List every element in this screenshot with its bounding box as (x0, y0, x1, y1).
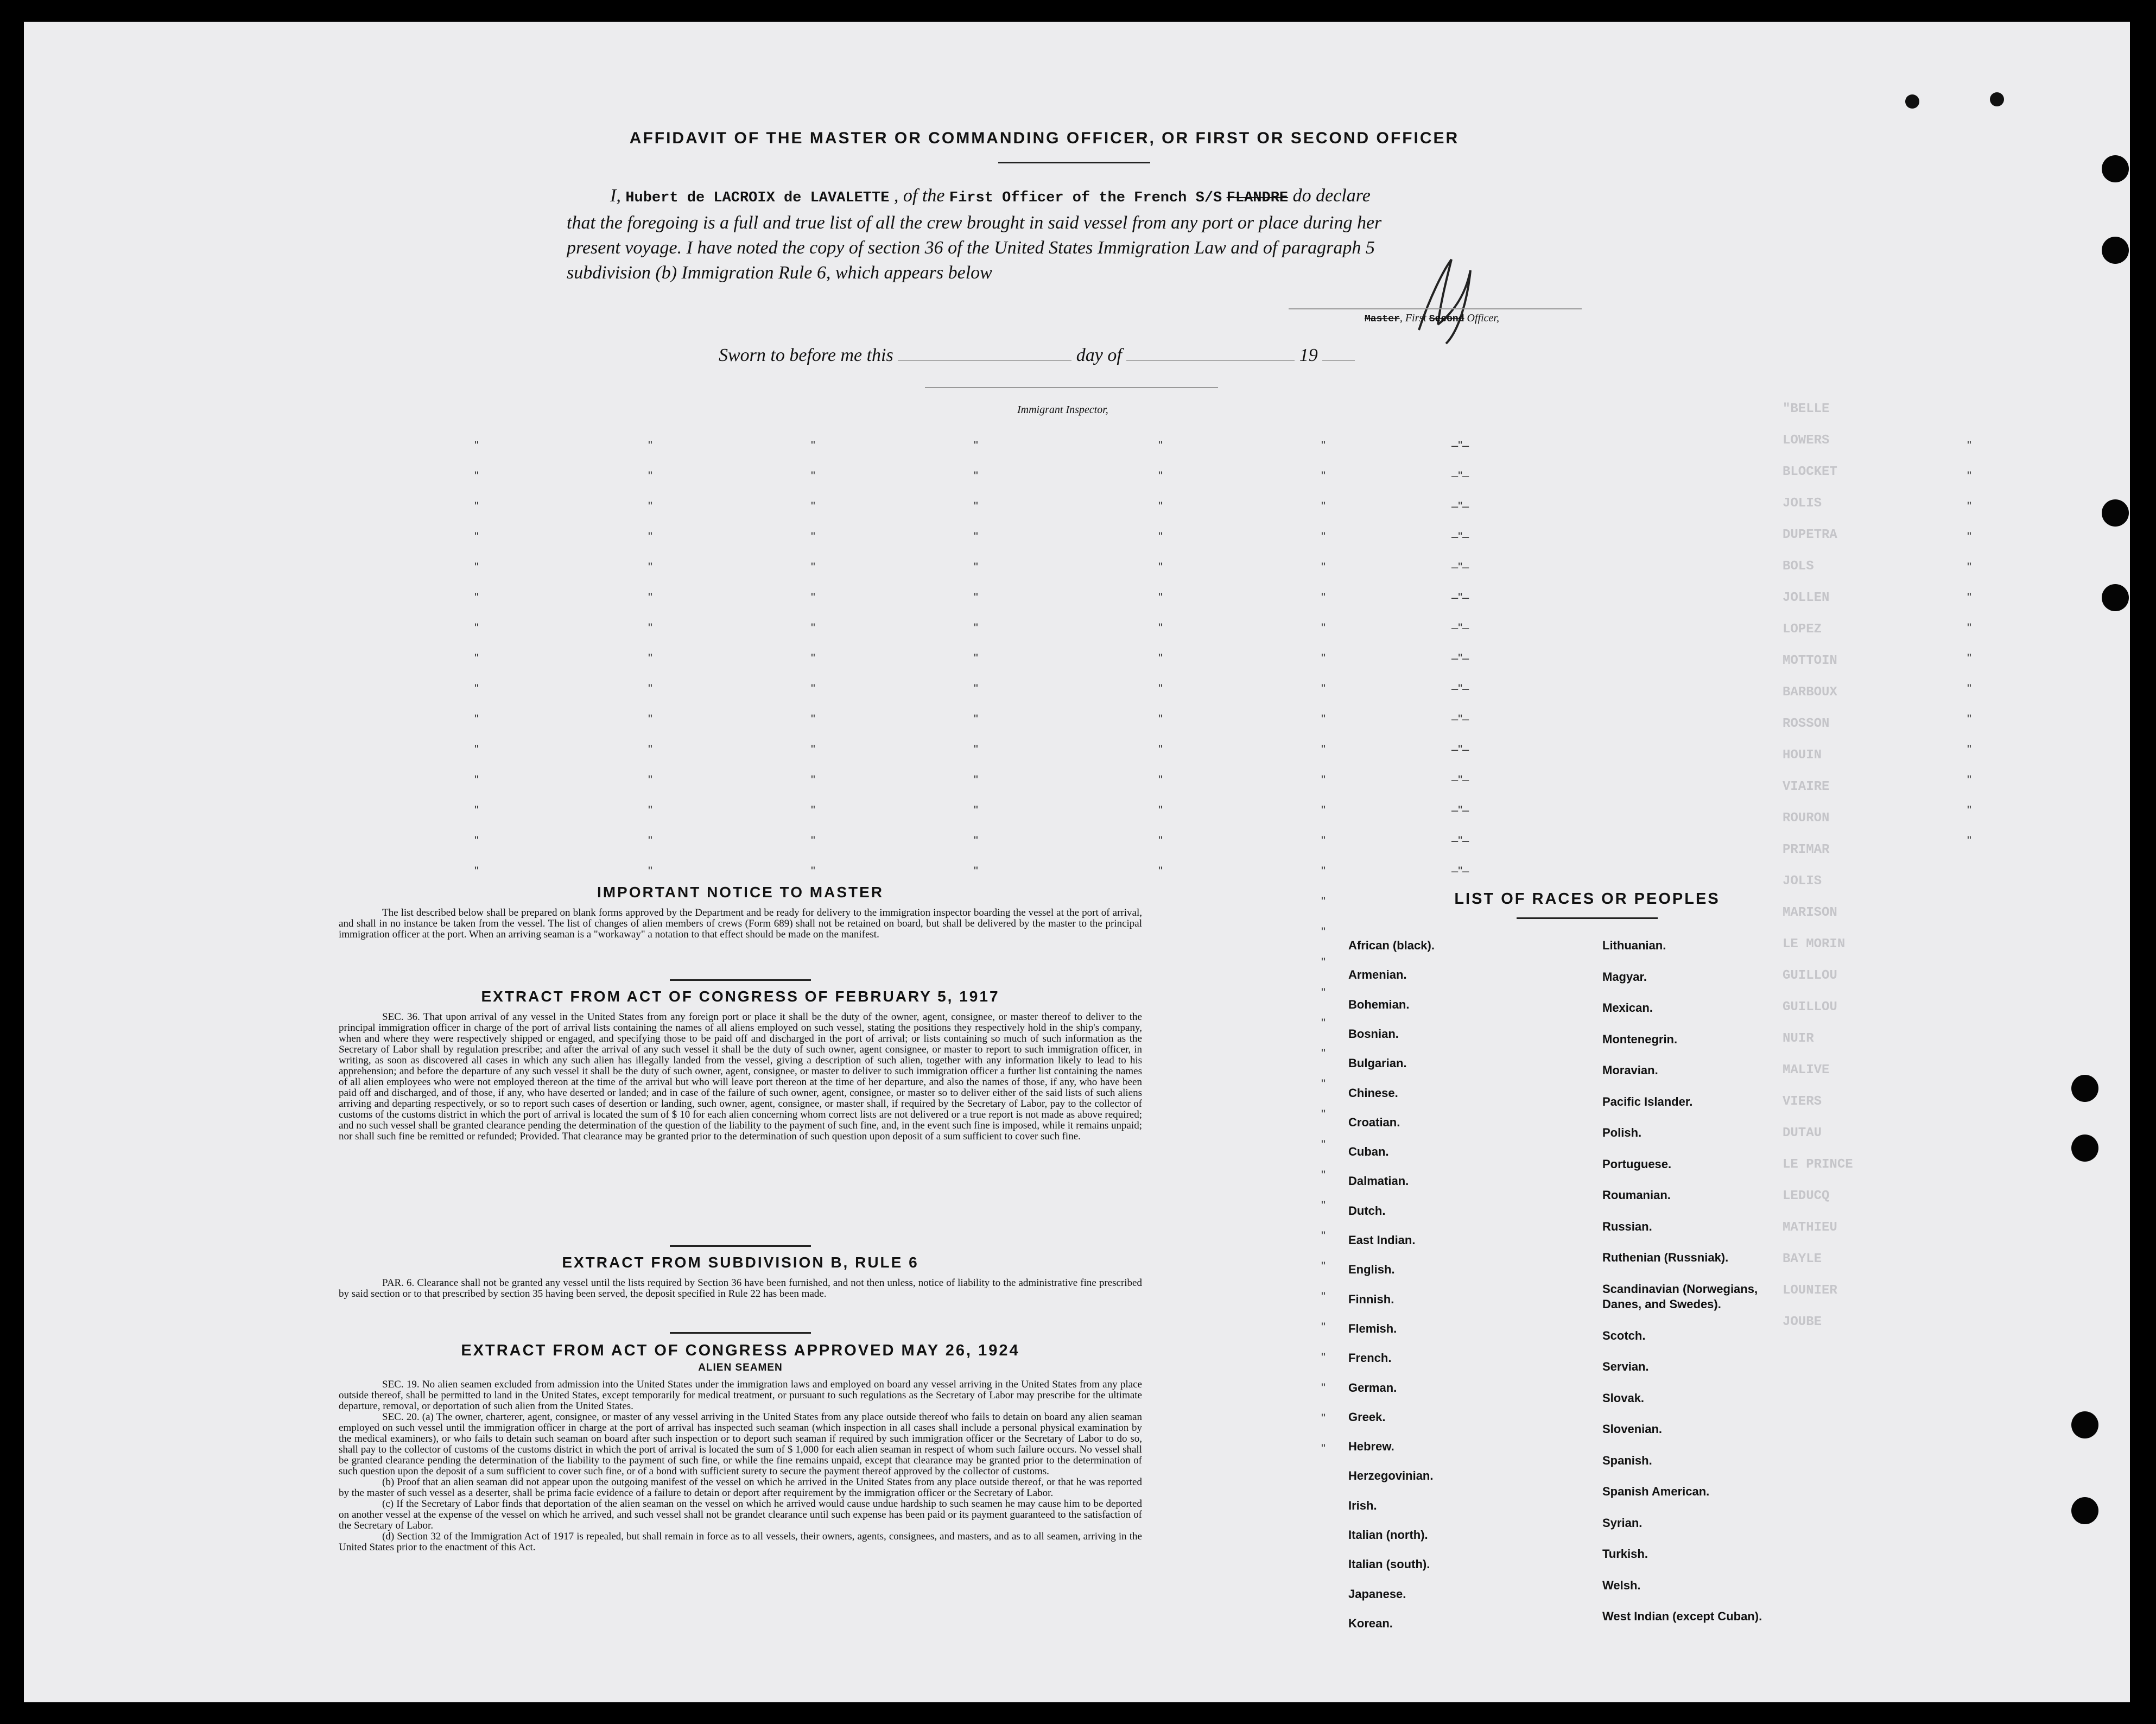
ditto-mark: " (648, 651, 652, 665)
ditto-mark: " (648, 469, 652, 483)
ditto-mark: " (974, 591, 978, 604)
race-item: Croatian. (1348, 1115, 1400, 1129)
ditto-mark: " (1967, 439, 1971, 452)
ditto-mark: " (1321, 864, 1326, 878)
ditto-mark: " (811, 621, 815, 635)
bleed-through-name: BOLS (1783, 559, 1814, 574)
ditto-mark: " (648, 499, 652, 513)
ditto-mark: " (648, 591, 652, 604)
handwritten-signature (1413, 249, 1479, 346)
race-item: Portuguese. (1602, 1157, 1672, 1171)
ditto-mark: " (1321, 895, 1326, 908)
ditto-mark: " (474, 651, 479, 665)
bleed-through-name: NUIR (1783, 1031, 1814, 1046)
ditto-mark: " (811, 530, 815, 543)
ditto-mark: " (974, 499, 978, 513)
ditto-mark: " (811, 591, 815, 604)
ditto-mark: " (1158, 712, 1163, 726)
signature-first: , First (1399, 312, 1426, 324)
ditto-mark: " (974, 469, 978, 483)
ditto-mark: " (1321, 1411, 1326, 1425)
struck-second: Second (1429, 314, 1464, 325)
signature-title (1365, 312, 1499, 325)
ditto-mark: " (474, 530, 479, 543)
ditto-mark: " (1321, 1290, 1326, 1303)
notice-body (339, 908, 1142, 940)
sec-20b-paragraph: (b) Proof that an alien seaman did not appear upon the outgoing manifest of the vessel on which he arrived in the United States from any place outside thereof, or that he was reported by the master of such vessel as a deserter, shall be prima facie evidence of a failure to detain or deport after requirement by the immigration officer or the Secretary of Labor. (339, 1476, 1142, 1499)
race-item: Welsh. (1602, 1578, 1641, 1592)
ditto-mark: –"– (1451, 499, 1469, 513)
extract-1917-body (339, 1012, 1142, 1142)
ditto-mark: " (811, 712, 815, 726)
ditto-mark: " (1321, 773, 1326, 787)
ditto-mark: " (1967, 530, 1971, 543)
race-item: Servian. (1602, 1360, 1649, 1373)
bleed-through-name: DUPETRA (1783, 528, 1837, 542)
race-item: Magyar. (1602, 969, 1647, 984)
ditto-mark: " (1321, 925, 1326, 939)
ditto-mark: –"– (1451, 712, 1469, 726)
ditto-mark: " (648, 834, 652, 847)
notice-heading: IMPORTANT NOTICE TO MASTER (597, 884, 884, 901)
ditto-mark: –"– (1451, 864, 1469, 878)
extract-1924 (339, 1342, 1142, 1553)
bleed-through-name: MARISON (1783, 905, 1837, 920)
bleed-through-name: JOLIS (1783, 496, 1822, 511)
bleed-through-name: GUILLOU (1783, 1000, 1837, 1015)
ditto-mark: " (474, 469, 479, 483)
extract-rule-6 (339, 1254, 1142, 1300)
race-item: Slovenian. (1602, 1422, 1663, 1436)
ditto-mark: " (974, 682, 978, 695)
ditto-mark: " (474, 499, 479, 513)
punch-hole (2102, 155, 2129, 182)
rule-6-heading: EXTRACT FROM SUBDIVISION B, RULE 6 (562, 1254, 919, 1271)
sworn-year: 19 (1299, 345, 1318, 365)
ditto-mark: " (811, 469, 815, 483)
ditto-mark: " (1321, 499, 1326, 513)
ditto-mark: –"– (1451, 530, 1469, 543)
signature-officer: Officer, (1467, 312, 1499, 324)
ditto-mark: " (811, 743, 815, 756)
extract-1917-heading: EXTRACT FROM ACT OF CONGRESS OF FEBRUARY 5, 1917 (481, 988, 1000, 1005)
ditto-mark: " (1321, 621, 1326, 635)
alien-seamen-subheading: ALIEN SEAMEN (698, 1362, 783, 1373)
ditto-mark: " (1321, 439, 1326, 452)
ditto-mark: " (1967, 499, 1971, 513)
officer-name: Hubert de LACROIX de LAVALETTE (625, 190, 890, 206)
race-item: Cuban. (1348, 1145, 1389, 1159)
ditto-mark: " (1158, 803, 1163, 817)
race-item: Montenegrin. (1602, 1032, 1678, 1046)
races-rule (1517, 917, 1658, 919)
race-item: German. (1348, 1380, 1397, 1395)
notice-paragraph: The list described below shall be prepared on blank forms approved by the Department and be ready for delivery to the immigration inspector boarding the vessel at the port of arrival, and shall in no instance be taken from the vessel. The list of changes of alien members of crews (Form 689) shall not be retained on board, but shall be delivered by the master to the principal immigration officer at the port. When an arriving seaman is a "workaway" a notation to that effect should be made on the manifest. (339, 907, 1142, 940)
ditto-mark: " (811, 651, 815, 665)
ditto-mark: " (1158, 621, 1163, 635)
ditto-mark: " (1321, 1047, 1326, 1060)
ditto-mark: " (1321, 1199, 1326, 1212)
ditto-mark: " (811, 682, 815, 695)
ditto-mark: " (1321, 1320, 1326, 1334)
bleed-through-name: JOUBE (1783, 1315, 1822, 1329)
ditto-mark: " (811, 773, 815, 787)
rule-6-body (339, 1278, 1142, 1300)
punch-hole (2102, 584, 2129, 611)
ditto-mark: " (1967, 682, 1971, 695)
ditto-mark: " (474, 773, 479, 787)
ditto-mark: " (474, 439, 479, 452)
race-item: Lithuanian. (1602, 939, 1666, 952)
declaration-pronoun: I, (610, 186, 621, 206)
bleed-through-name: LE PRINCE (1783, 1157, 1853, 1172)
ditto-mark: " (648, 621, 652, 635)
race-item: Finnish. (1348, 1292, 1394, 1306)
ditto-mark: " (1321, 743, 1326, 756)
extract-1924-heading: EXTRACT FROM ACT OF CONGRESS APPROVED MAY 26, 1924 (461, 1342, 1020, 1359)
ditto-mark: " (811, 834, 815, 847)
ditto-mark: " (1967, 803, 1971, 817)
race-item: Slovak. (1602, 1391, 1645, 1405)
ditto-mark: " (648, 439, 652, 452)
bleed-through-name: "BELLE (1783, 402, 1830, 416)
bleed-through-name: VIERS (1783, 1094, 1822, 1109)
ditto-mark: " (1321, 1229, 1326, 1243)
ditto-mark: " (1158, 530, 1163, 543)
ditto-mark: " (974, 621, 978, 635)
ditto-mark: " (474, 803, 479, 817)
ditto-mark: " (811, 803, 815, 817)
race-item: Italian (north). (1348, 1528, 1428, 1542)
declaration-line-3: present voyage. I have noted the copy of section 36 of the United States Immigration Law and of paragraph 5 (567, 238, 1375, 258)
race-item: Pacific Islander. (1602, 1094, 1693, 1108)
ditto-mark: " (1321, 834, 1326, 847)
bleed-through-name: VIAIRE (1783, 779, 1830, 794)
ditto-mark: " (1158, 439, 1163, 452)
race-item: Hebrew. (1348, 1440, 1394, 1454)
race-item: Chinese. (1348, 1086, 1398, 1100)
ditto-mark: –"– (1451, 469, 1469, 483)
extract-1924-body (339, 1379, 1142, 1553)
ditto-mark: " (1967, 591, 1971, 604)
ditto-mark: " (1321, 682, 1326, 695)
ditto-mark: " (648, 743, 652, 756)
race-item: Spanish. (1602, 1453, 1652, 1467)
ditto-mark: –"– (1451, 682, 1469, 695)
ditto-mark: –"– (1451, 803, 1469, 817)
punch-hole (2071, 1075, 2098, 1102)
ditto-mark: " (1321, 1138, 1326, 1151)
race-item: Scotch. (1602, 1328, 1646, 1342)
ditto-mark: " (648, 712, 652, 726)
ditto-mark: " (1321, 803, 1326, 817)
ditto-mark: " (1967, 773, 1971, 787)
ditto-mark: " (974, 743, 978, 756)
bleed-through-name: GUILLOU (1783, 968, 1837, 983)
ditto-mark: " (474, 864, 479, 878)
ditto-mark: " (1321, 1077, 1326, 1091)
ditto-mark: " (1321, 1107, 1326, 1121)
punch-hole (2071, 1497, 2098, 1524)
ditto-mark: " (974, 803, 978, 817)
extract-1917-paragraph: SEC. 36. That upon arrival of any vessel in the United States from any foreign port or place it shall be the duty of the owner, agent, consignee, or master thereof to deliver to the principal immigration officer in charge of the port of arrival lists containing the names of all aliens employed on such vessel, stating the positions they respectively hold in the ship's company, when and where they were respectively shipped or engaged, and specifying those to be paid off and discharged in the port of arrival; or lists containing so much of such information as the Secretary of Labor shall by regulation prescribe; and after the arrival of any such vessel it shall be the duty of such owner, agent consignee, or master to report to such immigration officer, in writing, as soon as discovered all cases in which any such alien has illegally landed from the vessel, giving a description of such alien, together with any information likely to lead to his apprehension; and before the departure of any such vessel it shall be the duty of such owner, agent, consignee, or master to deliver to such immigration officer a further list containing the names of all alien employees who were not employed thereon at the time of the arrival but who will leave port thereon at the time of her departure, and also the names of those, if any, who have been paid off and discharged, and of those, if any, who have deserted or landed; and in case of the failure of such owner, agent, consignee, or master so to deliver either of the said lists of such aliens arriving and departing respectively, or so to report such cases of desertion or landing, such owner, agent, consignee, or master shall, if required by the Secretary of Labor, pay to the collector of customs of the customs district in which the port of arrival is located the sum of $ 10 for each alien concerning whom correct lists are not delivered or a true report is not made as above required; and no such vessel shall be granted clearance pending the determination of the question of the liability to the payment of such fine, and, in the event such fine is imposed, while it remains unpaid; nor shall such fine be remitted or refunded; Provided. That clearance may be granted prior to the determination of such question upon deposit of a sum sufficient to cover such fine. (339, 1011, 1142, 1142)
ditto-mark: " (1321, 1168, 1326, 1182)
race-item: Greek. (1348, 1410, 1386, 1424)
inspector-label: Immigrant Inspector, (1017, 404, 1108, 416)
bleed-through-name: BAYLE (1783, 1252, 1822, 1266)
ditto-mark: " (1158, 591, 1163, 604)
race-item: Polish. (1602, 1126, 1642, 1139)
ditto-mark: " (474, 712, 479, 726)
bleed-through-name: MALIVE (1783, 1063, 1830, 1078)
bleed-through-name: HOUIN (1783, 748, 1822, 763)
ditto-mark: " (1158, 773, 1163, 787)
ditto-mark: " (648, 773, 652, 787)
ditto-mark: " (1321, 1381, 1326, 1395)
ditto-mark: " (474, 682, 479, 695)
race-item: Armenian. (1348, 968, 1407, 982)
sec-20a-paragraph: SEC. 20. (a) The owner, charterer, agent, consignee, or master of any vessel arriving in the United States from any place outside thereof who fails to detain on board any alien seaman employed on such vessel until the immigration officer in charge at the port of arrival has inspected such seaman (which inspection in all cases shall include a personal physical examination by the medical examiners), or who fails to detain such seaman on board after such inspection or to deport such seaman if required by such immigration officer or the Secretary of Labor to do so, shall pay to the collector of customs of the customs district in which the port of arrival is located the sum of $ 1,000 for each alien seaman in respect of whom such failure occurs. No vessel shall be granted clearance pending the determination of the liability to the payment of such fine, or while the fine remains unpaid, except that clearance may be granted prior to the determination of such question upon the deposit of a sum sufficient to cover such fine, or of a bond with sufficient surety to secure the payment thereof approved by the collector of customs. (339, 1411, 1142, 1477)
ditto-mark: –"– (1451, 591, 1469, 604)
ditto-mark: –"– (1451, 773, 1469, 787)
declaration-of: , of the (893, 186, 945, 206)
sec-20c-paragraph: (c) If the Secretary of Labor finds that deportation of the alien seaman on the vessel on which he arrived would cause undue hardship to such seamen he may cause him to be deported on another vessel at the expense of the vessel on which he arrived, and such vessel shall not be grandet clearance until such expense has been paid or its payment guaranteed to the satisfaction of the Secretary of Labor. (339, 1498, 1142, 1531)
ditto-mark: " (474, 560, 479, 574)
ditto-mark: " (811, 864, 815, 878)
ditto-mark: " (1321, 1351, 1326, 1364)
race-item: Flemish. (1348, 1321, 1397, 1335)
ditto-mark: " (1158, 560, 1163, 574)
ditto-mark: –"– (1451, 439, 1469, 452)
race-item: Italian (south). (1348, 1557, 1430, 1571)
rule-6-paragraph: PAR. 6. Clearance shall not be granted any vessel until the lists required by Section 36 have been furnished, and not then unless, notice of liability to the administrative fine prescribed by said section or to that prescribed by section 35 having been served, the deposit specified in Rule 22 has been made. (339, 1277, 1142, 1300)
ditto-mark: " (974, 864, 978, 878)
inspector-line (925, 387, 1218, 388)
sworn-prefix: Sworn to before me this (719, 345, 893, 365)
ditto-mark: " (974, 530, 978, 543)
section-rule (670, 979, 811, 981)
sworn-line (719, 345, 1355, 366)
vessel-name: FLANDRE (1226, 190, 1289, 206)
race-item: African (black). (1348, 939, 1435, 952)
declaration-line-4: subdivision (b) Immigration Rule 6, which appears below (567, 263, 992, 283)
ditto-mark: " (1158, 499, 1163, 513)
bleed-through-name: ROSSON (1783, 717, 1830, 731)
race-item: Herzegovinian. (1348, 1469, 1434, 1483)
extract-1917 (339, 988, 1142, 1142)
bleed-through-name: MATHIEU (1783, 1220, 1837, 1235)
ditto-mark: –"– (1451, 651, 1469, 665)
ditto-mark: " (1967, 743, 1971, 756)
ditto-mark: " (648, 560, 652, 574)
ditto-mark: " (1967, 651, 1971, 665)
ditto-mark: " (974, 560, 978, 574)
title-rule (998, 162, 1150, 163)
ditto-mark: " (1967, 560, 1971, 574)
race-item: Mexican. (1602, 1001, 1653, 1015)
race-item: Korean. (1348, 1616, 1393, 1630)
ditto-mark: " (474, 834, 479, 847)
ditto-mark: " (811, 499, 815, 513)
ditto-mark: " (1321, 651, 1326, 665)
ditto-mark: " (648, 803, 652, 817)
race-item: Dutch. (1348, 1203, 1386, 1218)
ink-dot (1990, 92, 2004, 106)
ditto-mark: " (474, 591, 479, 604)
ditto-mark: " (1967, 469, 1971, 483)
ditto-mark: " (1158, 743, 1163, 756)
bleed-through-name: BARBOUX (1783, 685, 1837, 700)
race-item: Bohemian. (1348, 997, 1410, 1011)
ditto-mark: " (974, 773, 978, 787)
signature-line (1289, 308, 1582, 309)
ink-dot (1905, 94, 1919, 109)
race-item: Moravian. (1602, 1063, 1658, 1077)
ditto-mark: " (1321, 1442, 1326, 1455)
punch-hole (2102, 237, 2129, 264)
bleed-through-name: LOWERS (1783, 433, 1830, 448)
ditto-mark: –"– (1451, 621, 1469, 635)
declaration-line-2: that the foregoing is a full and true list of all the crew brought in said vessel from any port or place during her (567, 213, 1382, 233)
race-item: Dalmatian. (1348, 1174, 1409, 1188)
sworn-day-of: day of (1076, 345, 1122, 365)
ditto-mark: " (1321, 469, 1326, 483)
ditto-mark: " (474, 621, 479, 635)
ditto-mark: " (1967, 712, 1971, 726)
ditto-mark: " (1321, 591, 1326, 604)
bleed-through-name: PRIMAR (1783, 842, 1830, 857)
declaration-do-declare: do declare (1292, 186, 1371, 206)
race-item: Irish. (1348, 1498, 1377, 1512)
bleed-through-name: LEDUCQ (1783, 1189, 1830, 1203)
ditto-mark: " (811, 560, 815, 574)
bleed-through-name: BLOCKET (1783, 465, 1837, 479)
sworn-year-blank (1322, 360, 1355, 361)
ditto-mark: " (1967, 621, 1971, 635)
race-item: Scandinavian (Norwegians, Danes, and Swedes). (1602, 1282, 1758, 1311)
ditto-mark: " (1158, 682, 1163, 695)
race-item: Japanese. (1348, 1587, 1406, 1601)
ditto-mark: " (1158, 834, 1163, 847)
race-item: French. (1348, 1351, 1392, 1365)
ditto-mark: " (648, 682, 652, 695)
race-item: Ruthenian (Russniak). (1602, 1251, 1729, 1264)
bleed-through-name: LE MORIN (1783, 937, 1846, 952)
ditto-mark: " (974, 834, 978, 847)
struck-master: Master (1365, 314, 1400, 325)
bleed-through-name: JOLIS (1783, 874, 1822, 889)
race-item: Roumanian. (1602, 1188, 1671, 1202)
ditto-mark: " (474, 743, 479, 756)
ditto-mark: " (974, 439, 978, 452)
ditto-mark: " (1321, 1016, 1326, 1030)
race-item: English. (1348, 1263, 1395, 1277)
ditto-mark: " (811, 439, 815, 452)
ditto-mark: " (1321, 986, 1326, 999)
ditto-mark: " (1321, 530, 1326, 543)
race-item: West Indian (except Cuban). (1602, 1609, 1762, 1623)
bleed-through-name: LOPEZ (1783, 622, 1822, 637)
bleed-through-name: ROURON (1783, 811, 1830, 826)
ditto-mark: " (648, 864, 652, 878)
document-page (24, 22, 2130, 1702)
bleed-through-name: JOLLEN (1783, 591, 1830, 605)
ditto-mark: " (1321, 712, 1326, 726)
sworn-month-blank (1126, 360, 1295, 361)
punch-hole (2071, 1134, 2098, 1162)
ditto-mark: " (1321, 955, 1326, 969)
officer-position: First Officer of the French S/S (949, 190, 1222, 206)
ditto-mark: " (1321, 1259, 1326, 1273)
punch-hole (2071, 1411, 2098, 1438)
ditto-mark: " (974, 651, 978, 665)
race-item: Syrian. (1602, 1516, 1643, 1530)
race-item: Russian. (1602, 1219, 1652, 1233)
races-heading: LIST OF RACES OR PEOPLES (1454, 890, 1720, 908)
ditto-mark: " (1158, 864, 1163, 878)
ditto-mark: " (1321, 560, 1326, 574)
race-item: Bulgarian. (1348, 1056, 1407, 1070)
ditto-mark: " (1158, 651, 1163, 665)
bleed-through-name: MOTTOIN (1783, 654, 1837, 668)
sworn-day-blank (898, 360, 1071, 361)
ditto-mark: –"– (1451, 560, 1469, 574)
ditto-mark: " (974, 712, 978, 726)
ditto-mark: " (1158, 469, 1163, 483)
ditto-mark: " (648, 530, 652, 543)
section-rule (670, 1332, 811, 1334)
ditto-mark: –"– (1451, 834, 1469, 847)
bleed-through-name: DUTAU (1783, 1126, 1822, 1140)
punch-hole (2102, 499, 2129, 527)
affidavit-title: AFFIDAVIT OF THE MASTER OR COMMANDING OFFICER, OR FIRST OR SECOND OFFICER (629, 129, 1460, 147)
ditto-mark: –"– (1451, 743, 1469, 756)
bleed-through-name: LOUNIER (1783, 1283, 1837, 1298)
section-rule (670, 1245, 811, 1247)
important-notice (339, 884, 1142, 940)
race-item: East Indian. (1348, 1233, 1416, 1247)
sec-20d-paragraph: (d) Section 32 of the Immigration Act of 1917 is repealed, but shall remain in force as to all vessels, their owners, agents, consignees, and masters, and as to all seamen, arriving in the United States prior to the enactment of this Act. (339, 1531, 1142, 1553)
ditto-mark: " (1967, 834, 1971, 847)
race-item: Bosnian. (1348, 1026, 1399, 1041)
sec-19-paragraph: SEC. 19. No alien seamen excluded from admission into the United States under the immigration laws and employed on board any vessel arriving in the United States from any place outside thereof, shall be permitted to land in the United States, except temporarily for medical treatment, or pursuant to such regulations as the Secretary of Labor may prescribe for the ultimate departure, removal, or deportation of such alien from the United States. (339, 1379, 1142, 1412)
race-item: Turkish. (1602, 1547, 1648, 1561)
race-item: Spanish American. (1602, 1485, 1710, 1498)
